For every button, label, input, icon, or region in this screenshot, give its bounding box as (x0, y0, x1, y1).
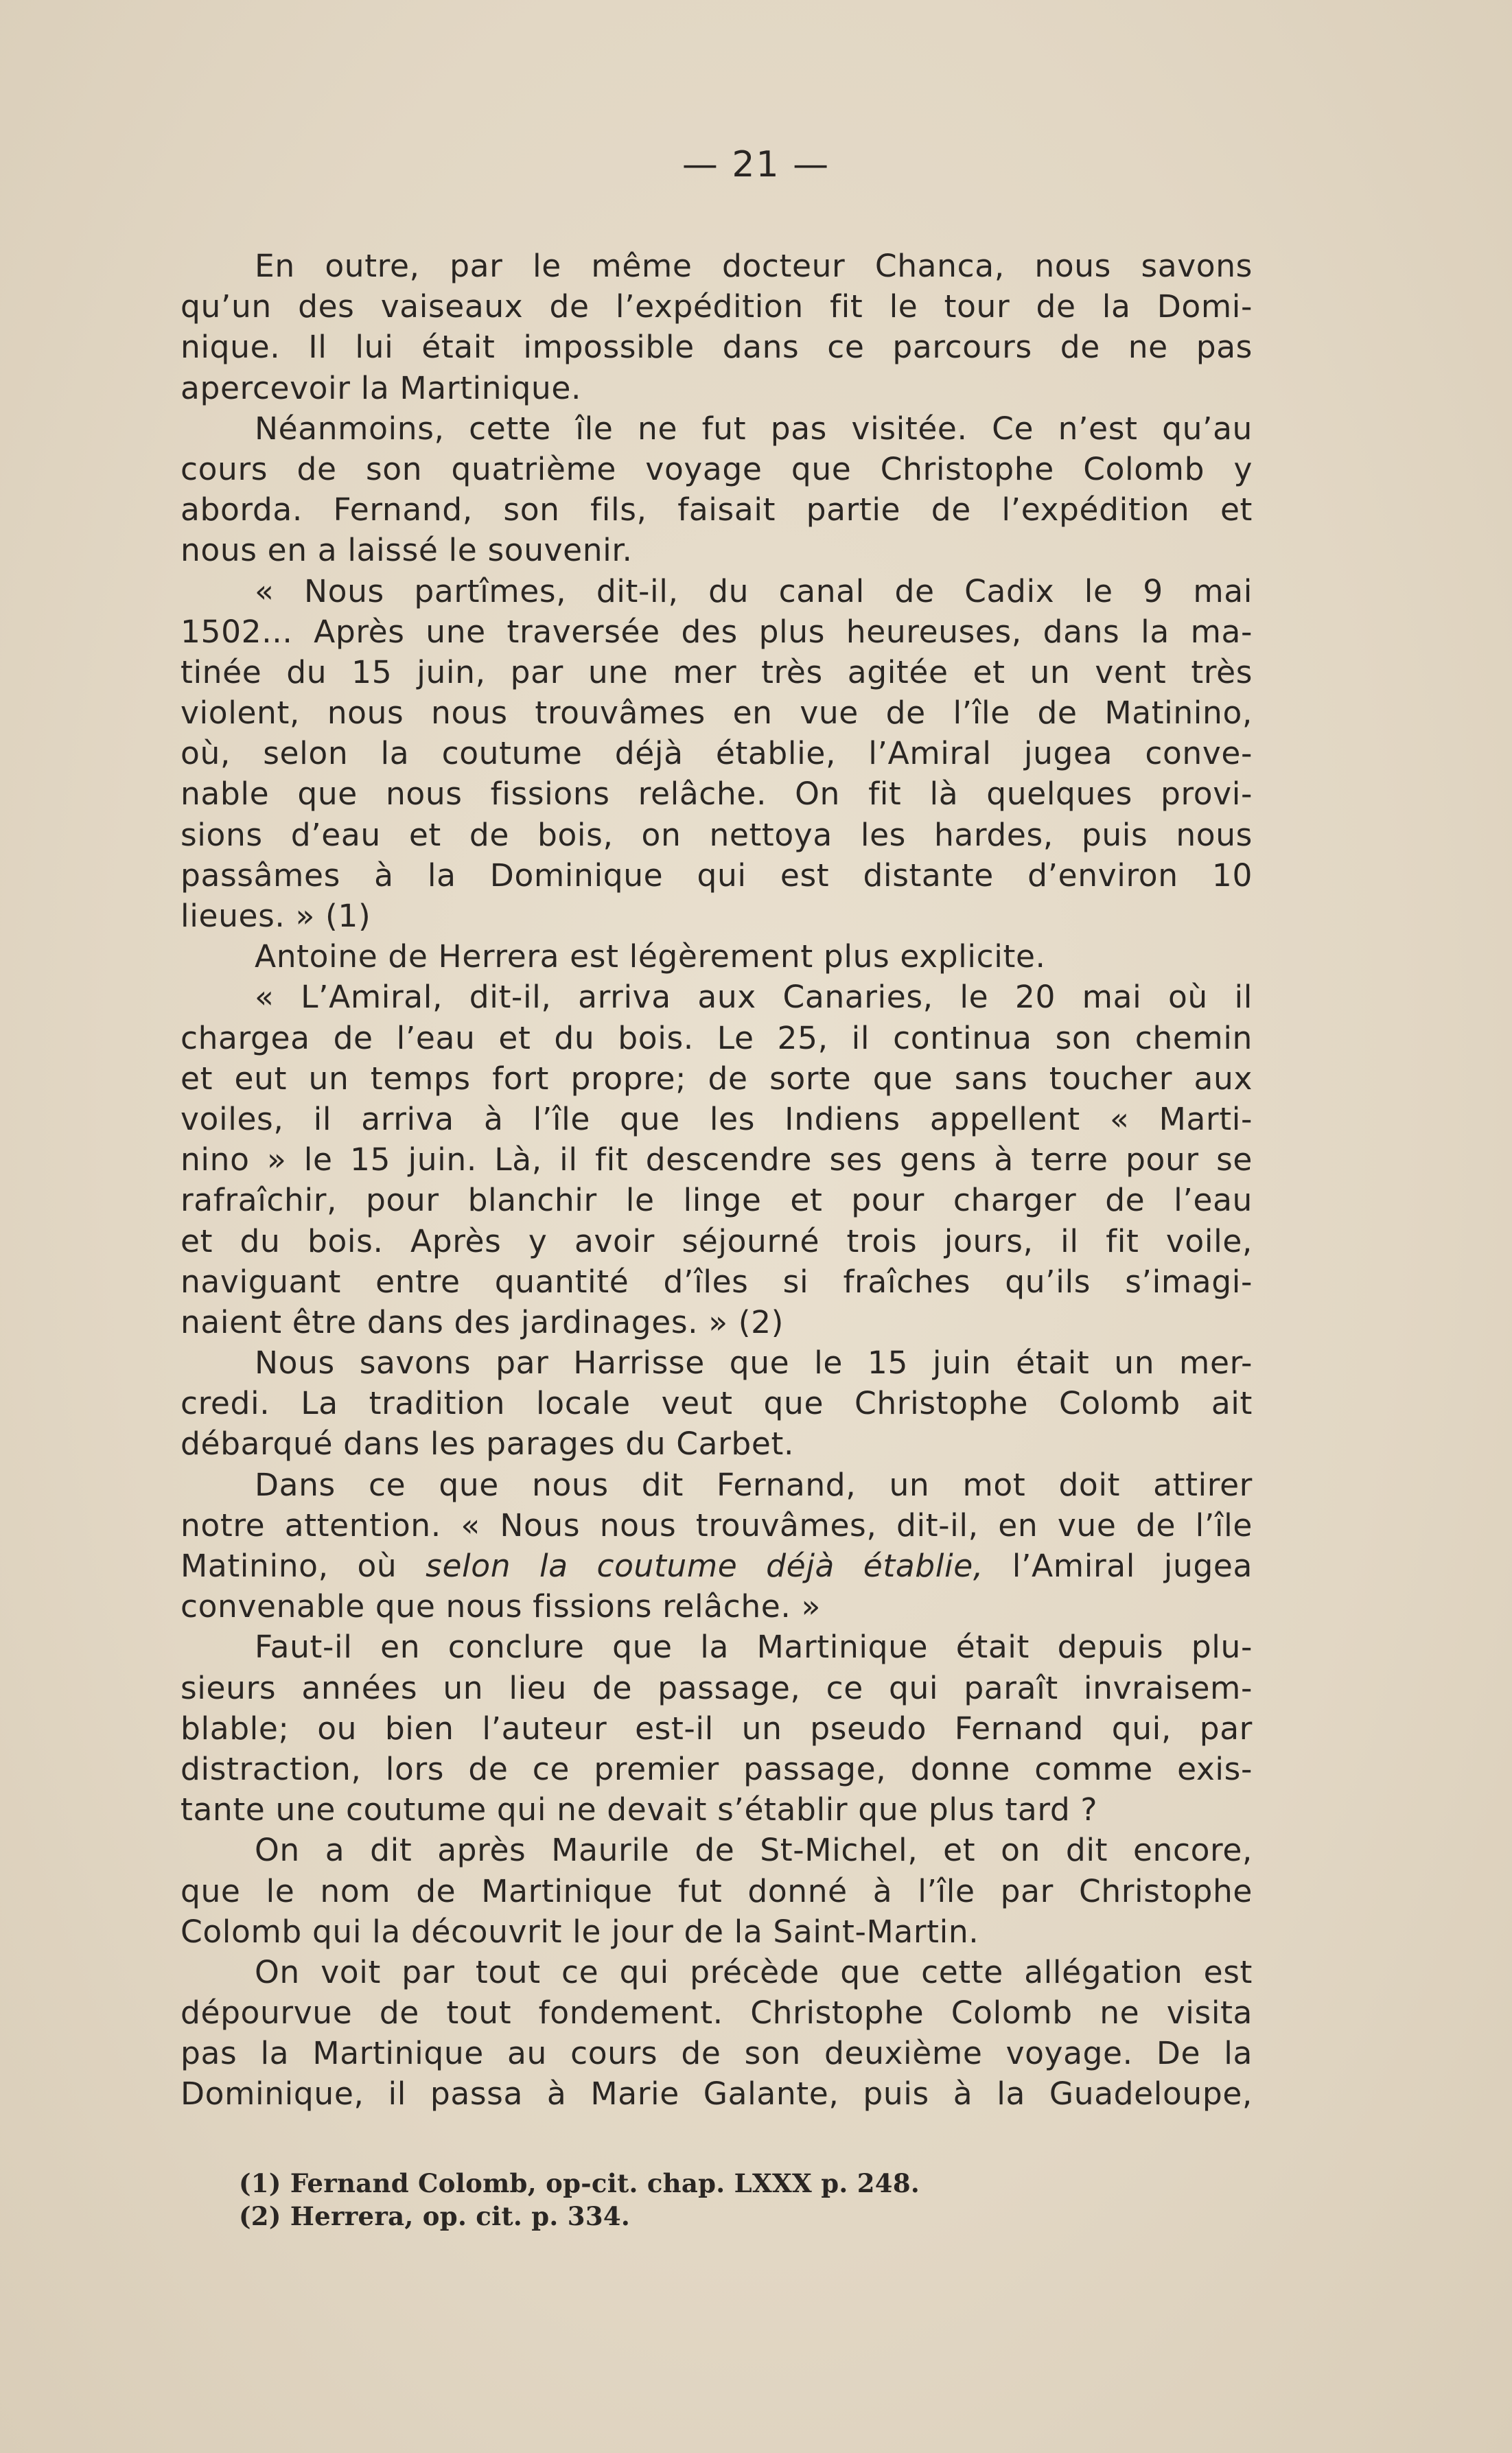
text-line: et du bois. Après y avoir séjourné trois jours, il fit voile, (181, 1222, 1253, 1259)
text-line: rafraîchir, pour blanchir le linge et pour charger de l’eau (181, 1182, 1253, 1219)
text-line: violent, nous nous trouvâmes en vue de l’île de Matinino, (181, 695, 1253, 732)
text-line: tante une coutume qui ne devait s’établir que plus tard ? (181, 1791, 1098, 1828)
text-line: sieurs années un lieu de passage, ce qui paraît invraisem- (181, 1669, 1253, 1706)
text-line: apercevoir la Martinique. (181, 369, 582, 406)
footnote: (2) Herrera, op. cit. p. 334. (239, 2201, 631, 2231)
text-line: distraction, lors de ce premier passage, donne comme exis- (181, 1750, 1253, 1787)
text-line: pas la Martinique au cours de son deuxième voyage. De la (181, 2035, 1253, 2072)
text-line: Colomb qui la découvrit le jour de la Saint-Martin. (181, 1913, 979, 1950)
text-line: tinée du 15 juin, par une mer très agitée et un vent très (181, 653, 1253, 690)
text-line: que le nom de Martinique fut donné à l’île par Christophe (181, 1872, 1253, 1909)
text-line: passâmes à la Dominique qui est distante d’environ 10 (181, 857, 1253, 894)
text-line: qu’un des vaiseaux de l’expédition fit le tour de la Domi- (181, 288, 1253, 325)
text-line: On voit par tout ce qui précède que cette allégation est (255, 1953, 1253, 1990)
text-line: naient être dans des jardinages. » (2) (181, 1303, 784, 1340)
text-line: « Nous partîmes, dit-il, du canal de Cadix le 9 mai (255, 572, 1253, 609)
text-line: chargea de l’eau et du bois. Le 25, il continua son chemin (181, 1019, 1253, 1056)
text-line: « L’Amiral, dit-il, arriva aux Canaries, le 20 mai où il (255, 979, 1253, 1016)
text-line: aborda. Fernand, son fils, faisait partie de l’expédition et (181, 491, 1253, 528)
text-line: blable; ou bien l’auteur est-il un pseudo Fernand qui, par (181, 1710, 1253, 1747)
text-line: nous en a laissé le souvenir. (181, 532, 633, 569)
text-line: où, selon la coutume déjà établie, l’Amiral jugea conve- (181, 735, 1253, 772)
text-line: sions d’eau et de bois, on nettoya les hardes, puis nous (181, 816, 1253, 853)
text-line: Antoine de Herrera est légèrement plus explicite. (255, 938, 1046, 975)
text-line: 1502... Après une traversée des plus heureuses, dans la ma- (181, 613, 1253, 650)
text-line: En outre, par le même docteur Chanca, nous savons (255, 248, 1253, 284)
text-line: lieues. » (1) (181, 898, 371, 934)
page-number: — 21 — (682, 144, 830, 185)
body-text (181, 246, 1253, 2115)
text-line: On a dit après Maurile de St-Michel, et on dit encore, (255, 1832, 1253, 1869)
text-line: naviguant entre quantité d’îles si fraîches qu’ils s’imagi- (181, 1263, 1253, 1300)
text-line: et eut un temps fort propre; de sorte que sans toucher aux (181, 1060, 1253, 1097)
text-line: nable que nous fissions relâche. On fit là quelques provi- (181, 776, 1253, 813)
text-line: cours de son quatrième voyage que Christophe Colomb y (181, 450, 1253, 487)
footnotes (239, 2167, 920, 2233)
text-line: notre attention. « Nous nous trouvâmes, dit-il, en vue de l’île (181, 1507, 1253, 1544)
text-line: débarqué dans les parages du Carbet. (181, 1426, 795, 1463)
text-line: dépourvue de tout fondement. Christophe Colomb ne visita (181, 1995, 1253, 2032)
text-line: Faut-il en conclure que la Martinique était depuis plu- (255, 1629, 1253, 1666)
text-line: credi. La tradition locale veut que Christophe Colomb ait (181, 1385, 1253, 1422)
text-segment: l’Amiral jugea (983, 1548, 1253, 1584)
text-segment: Matinino, où (181, 1548, 426, 1584)
text-line: nique. Il lui était impossible dans ce parcours de ne pas (181, 329, 1253, 366)
text-line: Dans ce que nous dit Fernand, un mot doit attirer (255, 1466, 1253, 1503)
emphasized-text: selon la coutume déjà établie, (426, 1548, 984, 1584)
text-line: Dominique, il passa à Marie Galante, puis à la Guadeloupe, (181, 2076, 1253, 2113)
text-line-with-emphasis (181, 1546, 1253, 1586)
text-line: convenable que nous fissions relâche. » (181, 1588, 821, 1625)
text-line: nino » le 15 juin. Là, il fit descendre ses gens à terre pour se (181, 1141, 1253, 1178)
text-line: Néanmoins, cette île ne fut pas visitée. Ce n’est qu’au (255, 410, 1253, 447)
footnote: (1) Fernand Colomb, op-cit. chap. LXXX p. 248. (239, 2168, 920, 2198)
text-line: voiles, il arriva à l’île que les Indiens appellent « Marti- (181, 1100, 1253, 1137)
text-line: Nous savons par Harrisse que le 15 juin était un mer- (255, 1345, 1253, 1382)
